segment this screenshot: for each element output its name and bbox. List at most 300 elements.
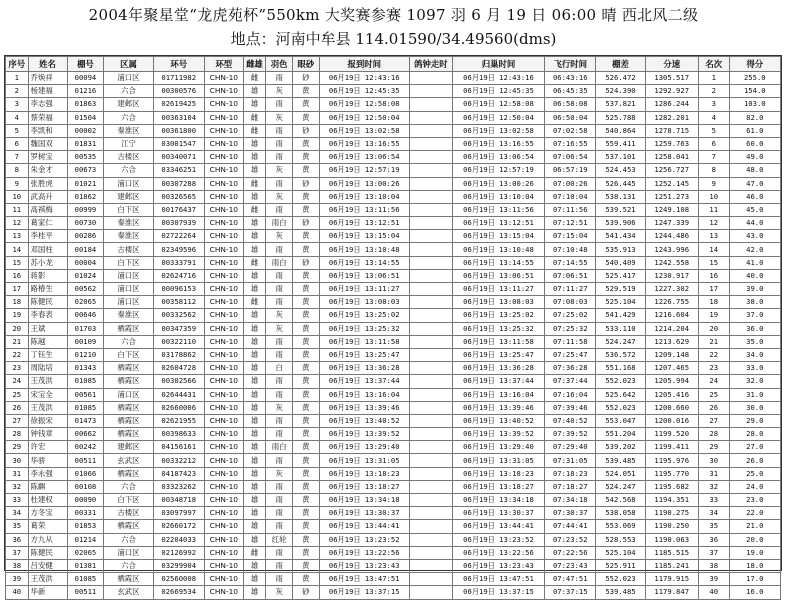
table-cell: 31 <box>6 467 29 480</box>
table-cell: 雄 <box>243 494 266 507</box>
table-cell <box>409 217 452 230</box>
table-cell: 00300576 <box>153 85 204 98</box>
table-cell: 541.429 <box>596 309 645 322</box>
table-cell: 00348718 <box>153 494 204 507</box>
table-cell: 雨 <box>266 494 293 507</box>
table-cell: 黄 <box>292 190 319 203</box>
table-cell: 07:37:15 <box>545 586 596 599</box>
table-cell: 1252.145 <box>645 177 698 190</box>
table-cell: 古楼区 <box>104 243 153 256</box>
table-cell: 07:39:46 <box>545 401 596 414</box>
table-row <box>6 72 781 85</box>
table-cell: 01862 <box>67 190 104 203</box>
table-cell: 黄 <box>292 520 319 533</box>
table-cell: 27 <box>6 414 29 427</box>
table-cell: 20.0 <box>729 533 780 546</box>
table-cell: 葛荣 <box>28 520 67 533</box>
table-cell: 37 <box>698 546 729 559</box>
table-cell: 06月19日 13:10:48 <box>319 243 409 256</box>
table-cell: 02660172 <box>153 520 204 533</box>
table-cell: 雨 <box>266 283 293 296</box>
table-cell: 00096153 <box>153 283 204 296</box>
table-cell: 14 <box>6 243 29 256</box>
table-cell: CHN-10 <box>204 520 243 533</box>
table-cell: 06月19日 13:06:54 <box>319 151 409 164</box>
table-cell: 23 <box>698 362 729 375</box>
column-header: 分速 <box>645 57 698 72</box>
table-cell: 525.788 <box>596 111 645 124</box>
table-cell: 42.0 <box>729 243 780 256</box>
table-cell: 李桂平 <box>28 230 67 243</box>
table-cell: 00286 <box>67 230 104 243</box>
table-cell: CHN-10 <box>204 428 243 441</box>
table-cell: 06月19日 13:47:51 <box>319 573 409 586</box>
table-cell: 06月19日 13:40:52 <box>452 414 544 427</box>
table-cell: 雨 <box>266 269 293 282</box>
table-cell: 06:58:08 <box>545 98 596 111</box>
table-cell: 00184 <box>67 243 104 256</box>
table-cell: 25 <box>6 388 29 401</box>
column-header: 姓名 <box>28 57 67 72</box>
table-cell: 六合 <box>104 111 153 124</box>
table-cell: 1199.520 <box>645 428 698 441</box>
table-cell: 黄 <box>292 507 319 520</box>
table-cell: 雄 <box>243 164 266 177</box>
table-cell: 04156161 <box>153 441 204 454</box>
table-cell: 07:02:58 <box>545 124 596 137</box>
table-cell: 雄 <box>243 230 266 243</box>
table-cell <box>409 533 452 546</box>
table-cell: 朱金才 <box>28 164 67 177</box>
table-cell: 陈麒 <box>28 480 67 493</box>
table-cell: 00511 <box>67 454 104 467</box>
table-cell: 1244.486 <box>645 230 698 243</box>
table-cell: 灰 <box>266 467 293 480</box>
table-cell: CHN-10 <box>204 217 243 230</box>
table-cell: 542.568 <box>596 494 645 507</box>
results-table-container <box>4 55 782 597</box>
table-cell: 1190.275 <box>645 507 698 520</box>
table-cell: 01216 <box>67 85 104 98</box>
table-cell: 21 <box>6 335 29 348</box>
table-cell: 灰 <box>266 111 293 124</box>
table-cell: 47.0 <box>729 177 780 190</box>
table-cell: 浦口区 <box>104 388 153 401</box>
table-cell: 07:11:58 <box>545 335 596 348</box>
table-cell: 雄 <box>243 401 266 414</box>
table-cell: 雌 <box>243 203 266 216</box>
table-cell: 1292.927 <box>645 85 698 98</box>
table-cell: 06月19日 13:25:47 <box>452 348 544 361</box>
table-cell: 栖霞区 <box>104 573 153 586</box>
table-cell: 高祺梅 <box>28 203 67 216</box>
location-line: 地点：河南中牟县 114.01590/34.49560(dms) <box>230 30 557 48</box>
column-header: 归巢时间 <box>452 57 544 72</box>
table-cell: 07:11:56 <box>545 203 596 216</box>
table-cell: 524.453 <box>596 164 645 177</box>
table-cell: 06月19日 13:00:26 <box>319 177 409 190</box>
table-cell: 525.104 <box>596 296 645 309</box>
table-cell: 46.0 <box>729 190 780 203</box>
table-cell: 雌 <box>243 546 266 559</box>
table-cell: 06月19日 13:39:46 <box>319 401 409 414</box>
table-cell: 灰 <box>266 230 293 243</box>
table-cell: 1 <box>6 72 29 85</box>
table-cell: 1278.715 <box>645 124 698 137</box>
table-cell: 33.0 <box>729 362 780 375</box>
table-cell: 21.0 <box>729 520 780 533</box>
table-cell <box>409 388 452 401</box>
table-cell: 01473 <box>67 414 104 427</box>
table-cell: CHN-10 <box>204 137 243 150</box>
table-cell <box>409 348 452 361</box>
table-cell: 06月19日 13:12:51 <box>452 217 544 230</box>
table-cell: 34 <box>6 507 29 520</box>
table-cell: 00730 <box>67 217 104 230</box>
table-cell: 黄 <box>292 137 319 150</box>
table-cell: 35.0 <box>729 335 780 348</box>
table-cell: 1 <box>698 72 729 85</box>
table-cell: 07:25:32 <box>545 322 596 335</box>
table-cell: 浦口区 <box>104 72 153 85</box>
table-cell: 乔焕祥 <box>28 72 67 85</box>
table-cell: 1200.016 <box>645 414 698 427</box>
table-cell: CHN-10 <box>204 559 243 572</box>
table-cell: 王斌 <box>28 322 67 335</box>
table-cell: 黄 <box>292 454 319 467</box>
table-cell: 22 <box>6 348 29 361</box>
table-cell: 灰 <box>266 309 293 322</box>
table-cell: 36.0 <box>729 322 780 335</box>
table-cell: 白下区 <box>104 348 153 361</box>
table-cell: 雨 <box>266 520 293 533</box>
table-cell: 06月19日 13:08:03 <box>452 296 544 309</box>
table-cell: 雨 <box>266 137 293 150</box>
table-cell: 25.0 <box>729 467 780 480</box>
table-cell: 06月19日 13:15:04 <box>452 230 544 243</box>
table-cell: 38 <box>698 559 729 572</box>
table-cell: 17 <box>6 283 29 296</box>
table-cell: 33 <box>698 494 729 507</box>
table-cell: 六合 <box>104 164 153 177</box>
table-cell: 06月19日 13:34:18 <box>319 494 409 507</box>
table-cell: 雌 <box>243 72 266 85</box>
table-cell: 建邺区 <box>104 98 153 111</box>
table-cell: CHN-10 <box>204 190 243 203</box>
table-cell: 06月19日 13:39:52 <box>452 428 544 441</box>
table-cell: 雨 <box>266 388 293 401</box>
table-row <box>6 467 781 480</box>
table-cell: 00332212 <box>153 454 204 467</box>
table-cell: 06月19日 12:57:19 <box>452 164 544 177</box>
table-cell: 36 <box>6 533 29 546</box>
table-cell: 01343 <box>67 362 104 375</box>
table-cell: 01504 <box>67 111 104 124</box>
table-cell: 六合 <box>104 480 153 493</box>
table-row <box>6 375 781 388</box>
column-header: 雌雄 <box>243 57 266 72</box>
table-cell: 07:29:40 <box>545 441 596 454</box>
table-cell <box>409 85 452 98</box>
table-cell: 13 <box>6 230 29 243</box>
table-cell: 栖霞区 <box>104 467 153 480</box>
table-cell: 06月19日 13:02:58 <box>452 124 544 137</box>
table-cell: 雨白 <box>266 256 293 269</box>
table-cell: 1256.727 <box>645 164 698 177</box>
table-cell: 17.0 <box>729 573 780 586</box>
table-cell: 雄 <box>243 243 266 256</box>
table-cell: 白 <box>266 362 293 375</box>
table-cell <box>409 480 452 493</box>
table-cell: 28 <box>698 428 729 441</box>
table-cell: CHN-10 <box>204 230 243 243</box>
table-cell: 538.131 <box>596 190 645 203</box>
table-row <box>6 85 781 98</box>
table-cell <box>409 243 452 256</box>
table-cell: 陈健民 <box>28 296 67 309</box>
table-cell: 黄 <box>292 348 319 361</box>
table-cell: 7 <box>698 151 729 164</box>
table-cell: 00398633 <box>153 428 204 441</box>
table-cell: 黄 <box>292 164 319 177</box>
table-cell: 雄 <box>243 375 266 388</box>
table-cell: 1179.847 <box>645 586 698 599</box>
table-cell: 王茂洪 <box>28 573 67 586</box>
table-cell: 39 <box>6 573 29 586</box>
table-cell: 539.521 <box>596 203 645 216</box>
table-cell: 30 <box>6 454 29 467</box>
table-header-row <box>6 57 781 72</box>
table-cell: 雨 <box>266 72 293 85</box>
table-cell: 06月19日 13:16:04 <box>319 388 409 401</box>
table-row <box>6 454 781 467</box>
table-cell: 李春表 <box>28 309 67 322</box>
table-cell: 雄 <box>243 335 266 348</box>
table-cell: 00307939 <box>153 217 204 230</box>
table-cell: 07:25:02 <box>545 309 596 322</box>
table-cell: 22 <box>698 348 729 361</box>
table-row <box>6 401 781 414</box>
table-cell: 27.0 <box>729 441 780 454</box>
table-cell: 00561 <box>67 388 104 401</box>
table-cell: 古楼区 <box>104 151 153 164</box>
table-cell: 灰 <box>266 164 293 177</box>
table-cell: 06月19日 13:18:23 <box>452 467 544 480</box>
table-cell <box>409 335 452 348</box>
table-cell: 02722264 <box>153 230 204 243</box>
table-cell: 01853 <box>67 520 104 533</box>
table-cell: CHN-10 <box>204 573 243 586</box>
table-cell: 周陆培 <box>28 362 67 375</box>
table-cell: 雄 <box>243 414 266 427</box>
table-cell: 06月19日 13:02:58 <box>319 124 409 137</box>
table-cell: 雨 <box>266 243 293 256</box>
table-row <box>6 388 781 401</box>
table-cell: 06月19日 13:06:51 <box>452 269 544 282</box>
table-row <box>6 243 781 256</box>
table-cell: 06:45:35 <box>545 85 596 98</box>
table-cell: 1207.465 <box>645 362 698 375</box>
table-cell: 浦口区 <box>104 283 153 296</box>
table-cell <box>409 573 452 586</box>
table-row <box>6 164 781 177</box>
table-cell: 黄 <box>292 375 319 388</box>
table-cell: 黄 <box>292 546 319 559</box>
table-cell: 01021 <box>67 177 104 190</box>
table-cell: 00535 <box>67 151 104 164</box>
table-cell: 06月19日 13:30:37 <box>452 507 544 520</box>
table-cell: 60.0 <box>729 137 780 150</box>
table-cell: 六合 <box>104 559 153 572</box>
table-cell: CHN-10 <box>204 283 243 296</box>
table-cell: 06月19日 12:50:04 <box>452 111 544 124</box>
table-cell: 黄 <box>292 269 319 282</box>
table-cell: 3 <box>698 98 729 111</box>
table-cell: 张胜虎 <box>28 177 67 190</box>
table-cell: 06月19日 13:08:03 <box>319 296 409 309</box>
table-cell: 06月19日 13:18:27 <box>452 480 544 493</box>
table-cell: 雄 <box>243 217 266 230</box>
table-cell <box>409 137 452 150</box>
table-cell: 秦淮区 <box>104 217 153 230</box>
table-cell: 栖霞区 <box>104 322 153 335</box>
table-cell: 33 <box>6 494 29 507</box>
table-cell: 15 <box>6 256 29 269</box>
table-cell: 20 <box>698 322 729 335</box>
table-cell: 01703 <box>67 322 104 335</box>
table-cell: 雨 <box>266 177 293 190</box>
column-header: 得分 <box>729 57 780 72</box>
table-cell <box>409 546 452 559</box>
table-cell: 李志强 <box>28 98 67 111</box>
table-cell: 灰 <box>266 586 293 599</box>
table-cell <box>409 375 452 388</box>
table-cell: 黄 <box>292 283 319 296</box>
table-cell: 525.642 <box>596 388 645 401</box>
table-cell: 40.0 <box>729 269 780 282</box>
column-header: 环型 <box>204 57 243 72</box>
table-cell: 1305.517 <box>645 72 698 85</box>
table-cell: 1209.148 <box>645 348 698 361</box>
table-cell: 16 <box>6 269 29 282</box>
table-cell: 雄 <box>243 467 266 480</box>
table-cell: CHN-10 <box>204 111 243 124</box>
table-cell: 华骄 <box>28 454 67 467</box>
column-header: 环号 <box>153 57 204 72</box>
table-cell: 31 <box>698 467 729 480</box>
table-cell: 525.417 <box>596 269 645 282</box>
table-cell: 524.247 <box>596 335 645 348</box>
table-cell <box>409 230 452 243</box>
table-cell: 00302566 <box>153 375 204 388</box>
table-cell: 538.058 <box>596 507 645 520</box>
table-cell: 江宁 <box>104 137 153 150</box>
table-cell: 雄 <box>243 520 266 533</box>
table-row <box>6 507 781 520</box>
table-cell: 黄 <box>292 428 319 441</box>
table-cell: 27 <box>698 414 729 427</box>
table-cell <box>409 98 452 111</box>
table-cell: 552.023 <box>596 573 645 586</box>
table-cell: 1214.204 <box>645 322 698 335</box>
table-cell: 六合 <box>104 335 153 348</box>
table-cell: 19 <box>698 309 729 322</box>
table-cell: 秦淮区 <box>104 124 153 137</box>
table-row <box>6 177 781 190</box>
table-cell: 雄 <box>243 441 266 454</box>
table-cell: 524.390 <box>596 85 645 98</box>
table-cell <box>409 401 452 414</box>
table-cell: 雨 <box>266 546 293 559</box>
table-cell: 雄 <box>243 388 266 401</box>
table-cell: 07:25:47 <box>545 348 596 361</box>
table-cell: 雨 <box>266 573 293 586</box>
table-cell: CHN-10 <box>204 124 243 137</box>
table-cell: CHN-10 <box>204 98 243 111</box>
table-cell: 44.0 <box>729 217 780 230</box>
table-cell: 1213.629 <box>645 335 698 348</box>
table-cell: 32.0 <box>729 375 780 388</box>
table-cell: 07:10:48 <box>545 243 596 256</box>
table-cell: CHN-10 <box>204 494 243 507</box>
table-row <box>6 441 781 454</box>
table-cell: 06月19日 13:11:56 <box>452 203 544 216</box>
table-cell: 07:39:52 <box>545 428 596 441</box>
table-cell: 24.0 <box>729 480 780 493</box>
table-cell: 9 <box>698 177 729 190</box>
table-cell: 砂 <box>292 217 319 230</box>
table-cell: 82.0 <box>729 111 780 124</box>
table-cell: 07:12:51 <box>545 217 596 230</box>
table-cell: 02204033 <box>153 533 204 546</box>
table-cell: 红轮 <box>266 533 293 546</box>
table-cell: 00333791 <box>153 256 204 269</box>
table-cell: 雌 <box>243 111 266 124</box>
table-cell: 06月19日 13:39:46 <box>452 401 544 414</box>
table-cell: 16.0 <box>729 586 780 599</box>
table-cell: 24 <box>6 375 29 388</box>
table-cell: 1199.411 <box>645 441 698 454</box>
table-cell <box>409 441 452 454</box>
table-cell: 29 <box>698 441 729 454</box>
table-row <box>6 335 781 348</box>
table-cell: 宋宝全 <box>28 388 67 401</box>
table-cell: 06月19日 13:12:51 <box>319 217 409 230</box>
table-cell: 雄 <box>243 480 266 493</box>
table-cell: 2 <box>698 85 729 98</box>
table-cell: 06月19日 13:10:04 <box>452 190 544 203</box>
table-cell: 154.0 <box>729 85 780 98</box>
table-cell: 雄 <box>243 507 266 520</box>
table-cell: CHN-10 <box>204 335 243 348</box>
table-cell: 04187423 <box>153 467 204 480</box>
table-cell: 24 <box>698 375 729 388</box>
table-cell: 魏国双 <box>28 137 67 150</box>
table-cell <box>409 309 452 322</box>
table-cell: CHN-10 <box>204 546 243 559</box>
table-cell: 雨 <box>266 203 293 216</box>
table-cell: 12 <box>6 217 29 230</box>
table-cell: 40 <box>698 586 729 599</box>
table-cell: 1251.273 <box>645 190 698 203</box>
table-cell: 雨 <box>266 335 293 348</box>
table-cell <box>409 467 452 480</box>
table-cell: 1195.976 <box>645 454 698 467</box>
table-cell: 01085 <box>67 573 104 586</box>
table-cell: CHN-10 <box>204 309 243 322</box>
table-cell: 38.0 <box>729 296 780 309</box>
table-cell: 灰 <box>266 322 293 335</box>
